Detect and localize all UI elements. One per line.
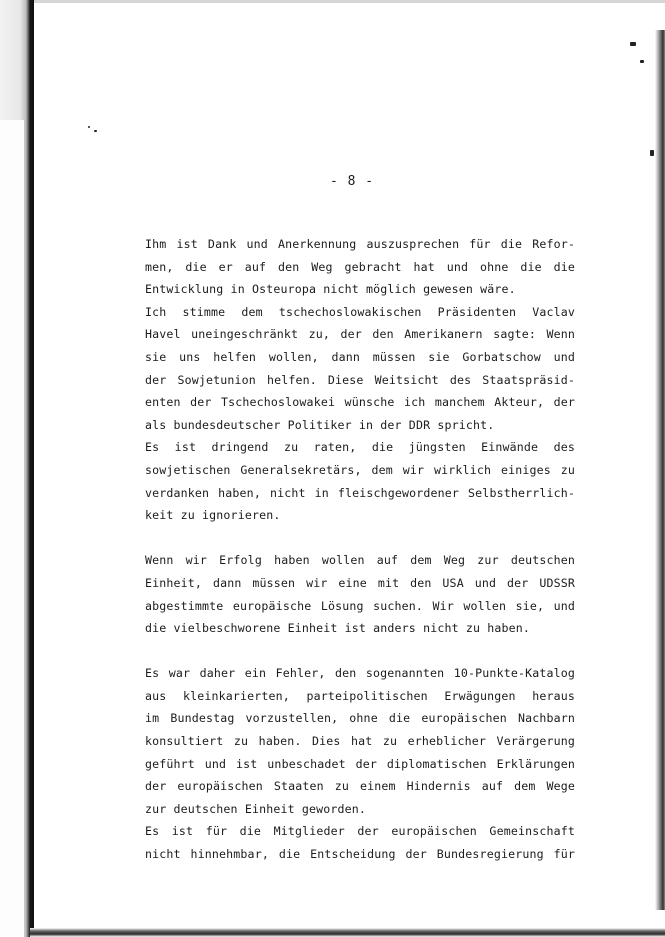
scan-edge-left-margin — [0, 120, 24, 937]
text-line: geführt und ist unbeschadet der diplomatischen Erklärungen — [145, 756, 575, 771]
text-line: enten der Tschechoslowakei wünsche ich manchem Akteur, der — [145, 395, 575, 410]
text-line: keit zu ignorieren. — [145, 508, 281, 523]
text-line: sowjetischen Generalsekretärs, dem wir wirklich einiges zu — [145, 462, 575, 477]
text-line: verdanken haben, nicht in fleischgewordener Selbstherrlich- — [145, 485, 575, 500]
text-line: konsultiert zu haben. Dies hat zu erheblicher Verärgerung — [145, 734, 575, 749]
scan-edge-bottom — [30, 928, 665, 937]
paragraph — [145, 301, 575, 437]
text-line: Es ist dringend zu raten, die jüngsten Einwände des — [145, 440, 575, 455]
body-text — [145, 233, 575, 866]
text-line: im Bundestag vorzustellen, ohne die europäischen Nachbarn — [145, 711, 575, 726]
text-line: Ich stimme dem tschechoslowakischen Präsidenten Vaclav — [145, 304, 575, 319]
paragraph — [145, 549, 575, 639]
text-line: Havel uneingeschränkt zu, der den Amerikanern sagte: Wenn — [145, 327, 575, 342]
text-line: Ihm ist Dank und Anerkennung auszusprechen für die Refor- — [145, 237, 575, 251]
text-line: die vielbeschworene Einheit ist anders nicht zu haben. — [145, 621, 531, 636]
paragraph — [145, 436, 575, 526]
scan-edge-top — [34, 0, 665, 3]
text-line: aus kleinkarierten, parteipolitischen Erwägungen heraus — [145, 688, 575, 703]
text-line: Einheit, dann müssen wir eine mit den USA und der UDSSR — [145, 575, 575, 590]
text-line: Es ist für die Mitglieder der europäischen Gemeinschaft — [145, 824, 575, 839]
text-line: abgestimmte europäische Lösung suchen. Wir wollen sie, und — [145, 598, 575, 613]
text-line: der Sowjetunion helfen. Diese Weitsicht des Staatspräsid- — [145, 372, 575, 387]
page-number: - 8 - — [330, 174, 375, 189]
scan-speck — [88, 126, 90, 128]
paragraph — [145, 233, 575, 301]
text-line: zur deutschen Einheit geworden. — [145, 801, 367, 816]
scan-speck — [650, 150, 654, 156]
scan-speck — [94, 130, 97, 132]
paragraph — [145, 662, 575, 820]
text-line: Entwicklung in Osteuropa nicht möglich gewesen wäre. — [145, 282, 516, 297]
scan-edge-right — [647, 30, 665, 910]
text-line: Wenn wir Erfolg haben wollen auf dem Weg zur deutschen — [145, 553, 575, 568]
paragraph-gap — [145, 527, 575, 550]
text-line: als bundesdeutscher Politiker in der DDR spricht. — [145, 417, 495, 432]
scan-speck — [630, 42, 636, 46]
paragraph — [145, 820, 575, 865]
text-line: men, die er auf den Weg gebracht hat und ohne die die — [145, 259, 575, 274]
text-line: sie uns helfen wollen, dann müssen sie Gorbatschow und — [145, 349, 575, 364]
scan-speck — [640, 60, 644, 63]
text-line: nicht hinnehmbar, die Entscheidung der Bundesregierung für — [145, 847, 575, 862]
text-line: der europäischen Staaten zu einem Hindernis auf dem Wege — [145, 779, 575, 794]
paragraph-gap — [145, 640, 575, 663]
text-line: Es war daher ein Fehler, den sogenannten 10-Punkte-Katalog — [145, 666, 575, 681]
